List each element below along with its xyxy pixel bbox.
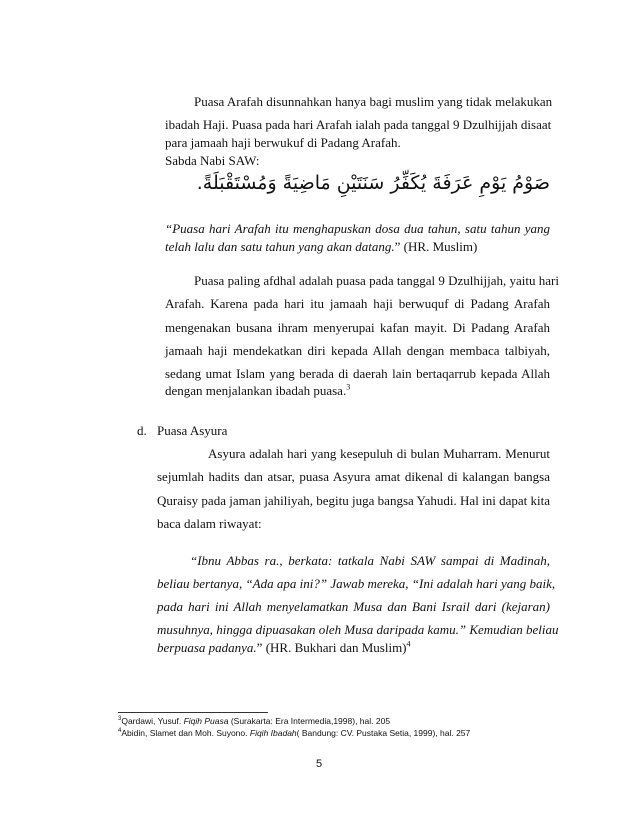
footnote-4 [118, 728, 470, 739]
footnote-4-publication: ( Bandung: CV. Pustaka Setia, 1999), hal. 257 [296, 728, 471, 738]
quote1-line2-italic: telah lalu dan satu tahun yang akan datang. [165, 239, 395, 254]
quote2-line5 [157, 640, 411, 656]
footnote-divider [118, 712, 268, 713]
section-d-line1: Asyura adalah hari yang kesepuluh di bulan Muharram. Menurut [208, 446, 550, 461]
section-d-line2: sejumlah hadits dan atsar, puasa Asyura amat dikenal di kalangan bangsa [157, 469, 550, 484]
footnote-3-title: Fiqih Puasa [183, 716, 229, 726]
quote2-line4: musuhnya, hingga dipuasakan oleh Musa daripada kamu.” Kemudian beliau [157, 622, 559, 637]
para1-line2: ibadah Haji. Puasa pada hari Arafah ialah pada tanggal 9 Dzulhijjah disaat [165, 117, 552, 132]
quote2-line1: “Ibnu Abbas ra., berkata: tatkala Nabi SAW sampai di Madinah, [190, 553, 550, 568]
footnote-3-author: Qardawi, Yusuf. [121, 716, 184, 726]
para2-line6 [165, 383, 350, 399]
footnote-ref-4: 4 [406, 639, 411, 649]
para1-line4: Sabda Nabi SAW: [165, 153, 260, 168]
para2-line2: Arafah. Karena pada hari itu jamaah haji berwuquf di Padang Arafah [165, 296, 550, 311]
quote2-line3: pada hari ini Allah menyelamatkan Musa dan Bani Israil dari (kejaran) [157, 599, 550, 614]
quote2-citation: ” (HR. Bukhari dan Muslim) [256, 640, 407, 655]
footnote-3 [118, 716, 390, 727]
para2-line1: Puasa paling afdhal adalah puasa pada tanggal 9 Dzulhijjah, yaitu hari [194, 273, 559, 288]
footnote-3-number: 3 [118, 716, 122, 723]
footnote-4-author: Abidin, Slamet dan Moh. Suyono. [121, 728, 250, 738]
section-d-line3: Quraisy pada jaman jahiliyah, begitu juga bangsa Yahudi. Hal ini dapat kita [157, 493, 550, 508]
section-d-title: Puasa Asyura [157, 423, 228, 438]
quote1-line1: “Puasa hari Arafah itu menghapuskan dosa dua tahun, satu tahun yang [165, 221, 550, 236]
quote1-line2 [165, 239, 477, 255]
page-number: 5 [315, 758, 323, 770]
footnote-ref-3: 3 [346, 382, 351, 392]
section-d-line4: baca dalam riwayat: [157, 516, 262, 531]
para2-line6-text: dengan menjalankan ibadah puasa. [165, 383, 347, 398]
footnote-4-number: 4 [118, 728, 122, 735]
quote2-line2: beliau bertanya, “Ada apa ini?” Jawab mereka, “Ini adalah hari yang baik, [157, 576, 556, 591]
section-d-marker: d. [137, 423, 147, 438]
footnote-4-title: Fiqih Ibadah [249, 728, 297, 738]
para1-line3: para jamaah haji berwukuf di Padang Arafah. [165, 135, 401, 150]
quote1-citation: ” (HR. Muslim) [394, 239, 478, 254]
footnote-3-publication: (Surakarta: Era Intermedia,1998), hal. 205 [228, 716, 391, 726]
para2-line5: sedang umat Islam yang berada di daerah lain bertaqarrub kepada Allah [165, 366, 550, 381]
para2-line3: mengenakan busana ihram menyerupai kafan mayit. Di Padang Arafah [165, 320, 550, 335]
para1-line1: Puasa Arafah disunnahkan hanya bagi muslim yang tidak melakukan [194, 94, 553, 109]
quote2-line5-italic: berpuasa padanya. [157, 640, 257, 655]
arabic-hadith: صَوْمُ يَوْمِ عَرَفَةَ يُكَفِّرُ سَنَتَيْنِ مَاضِيَةً وَمُسْتَقْبَلَةً. [196, 172, 550, 194]
para2-line4: jamaah haji mendekatkan diri kepada Allah dengan membaca talbiyah, [165, 343, 550, 358]
